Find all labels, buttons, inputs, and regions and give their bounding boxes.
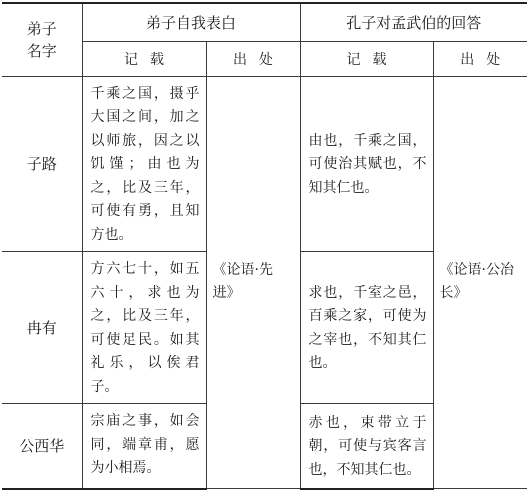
header-confucius-answer: 孔子对孟武伯的回答 bbox=[300, 3, 527, 41]
disciple-name: 公西华 bbox=[2, 404, 82, 489]
self-statement-text: 方六七十，如五六十，求也为之，比及三年，可使足民。如其礼乐，以俟君子。 bbox=[82, 252, 206, 404]
source-right: 《论语·公冶长》 bbox=[433, 76, 527, 489]
source-left: 《论语·先进》 bbox=[206, 76, 300, 489]
header-name-column: 弟子 名字 bbox=[2, 3, 82, 76]
confucius-answer-text: 由也，千乘之国，可使治其赋也，不知其仁也。 bbox=[300, 76, 433, 252]
disciple-name: 冉有 bbox=[2, 252, 82, 404]
header-source-right: 出处 bbox=[433, 41, 527, 76]
header-record-left: 记载 bbox=[82, 41, 206, 76]
header-source-left: 出处 bbox=[206, 41, 300, 76]
self-statement-text: 千乘之国，摄乎大国之间，加之以师旅，因之以饥馑；由也为之，比及三年，可使有勇，且知方也。 bbox=[82, 76, 206, 252]
comparison-table bbox=[2, 2, 527, 490]
confucius-answer-text: 求也，千室之邑，百乘之家，可使为之宰也，不知其仁也。 bbox=[300, 252, 433, 404]
header-self-statement: 弟子自我表白 bbox=[82, 3, 300, 41]
disciple-name: 子路 bbox=[2, 76, 82, 252]
self-statement-text: 宗庙之事，如会同，端章甫，愿为小相焉。 bbox=[82, 404, 206, 489]
header-record-right: 记载 bbox=[300, 41, 433, 76]
table-row bbox=[2, 76, 527, 252]
confucius-answer-text: 赤也，束带立于朝，可使与宾客言也，不知其仁也。 bbox=[300, 404, 433, 489]
